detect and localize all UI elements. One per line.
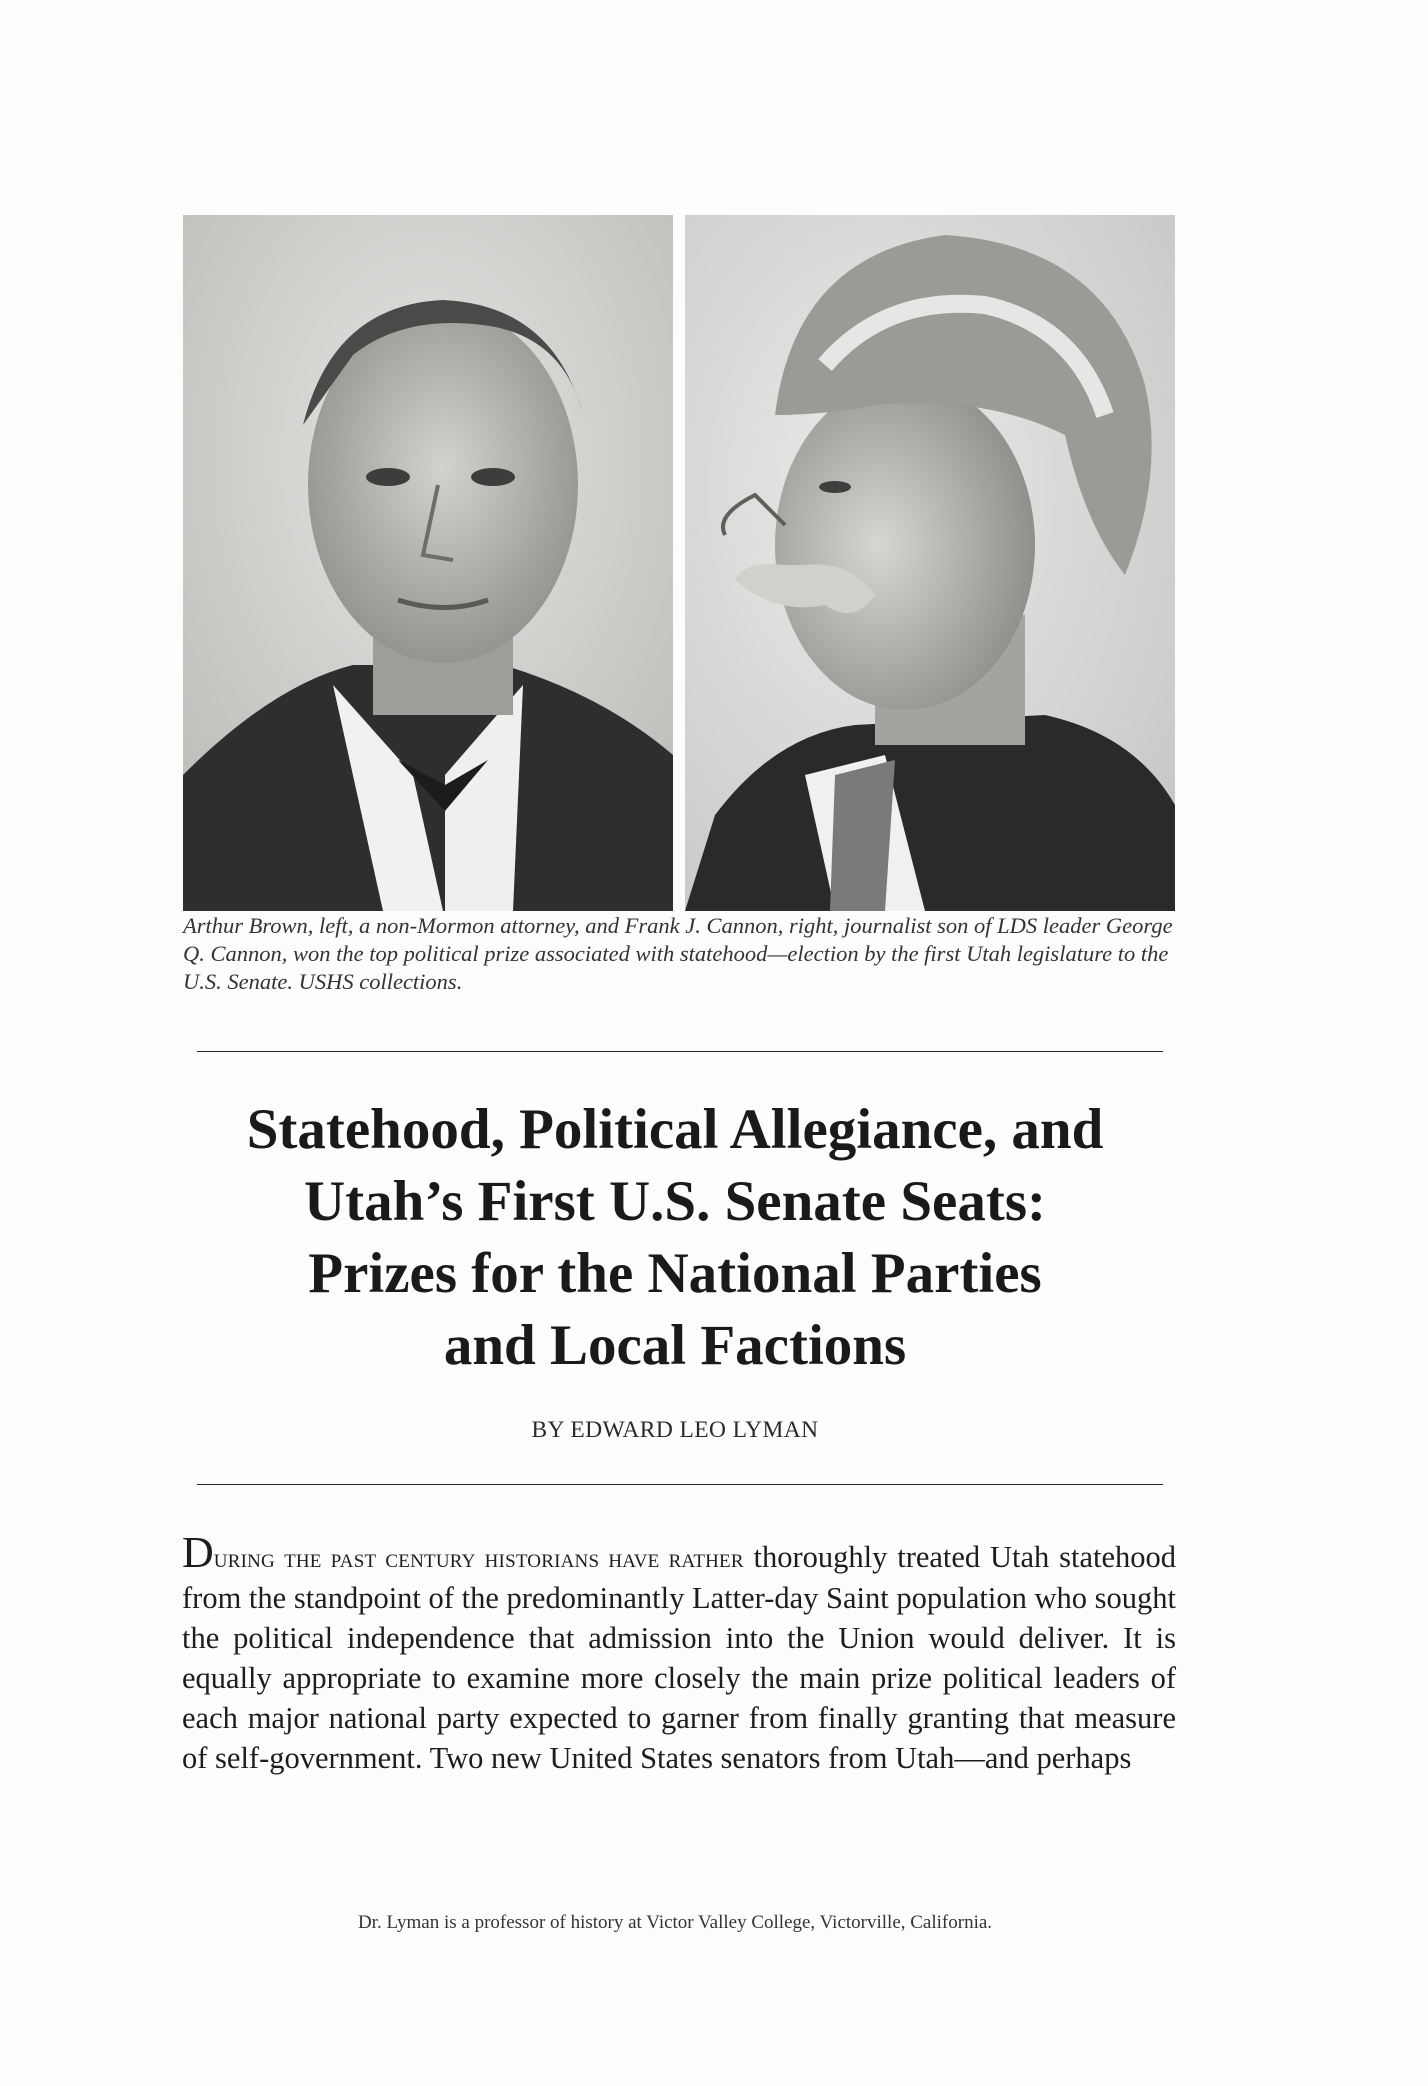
title-line-3: Prizes for the National Parties	[308, 1242, 1042, 1305]
author-byline: BY EDWARD LEO LYMAN	[531, 1417, 819, 1443]
title-line-4: and Local Factions	[443, 1314, 907, 1377]
bottom-divider-rule	[197, 1484, 1163, 1485]
body-paragraph-text: thoroughly treated Utah statehood from the standpoint of the predominantly Latter-day Saint population who sought the political independence that admission into the Union would deliver. It is equally appropriate to examine more closely the main prize political leaders of each major national party expected to garner from finally granting that measure of self-government. Two new United States senators from Utah—and perhaps	[182, 1540, 1176, 1775]
portrait-left-image	[183, 215, 673, 911]
title-line-2: Utah’s First U.S. Senate Seats:	[303, 1170, 1046, 1233]
lead-in-small-caps: uring the past century historians have rather	[213, 1543, 744, 1573]
article-body	[182, 1528, 1176, 1778]
portrait-arthur-brown	[183, 215, 673, 911]
portrait-frank-j-cannon	[685, 215, 1175, 911]
author-footnote: Dr. Lyman is a professor of history at Victor Valley College, Victorville, California.	[357, 1912, 993, 1933]
title-line-1: Statehood, Political Allegiance, and	[246, 1098, 1104, 1161]
photo-caption: Arthur Brown, left, a non-Mormon attorney, and Frank J. Cannon, right, journalist son of LDS leader George Q. Cannon, won the top political prize associated with statehood—election by the first Utah legislature to the U.S. Senate. USHS collections.	[183, 913, 1173, 994]
portrait-right-image	[685, 215, 1175, 911]
article-title	[160, 1094, 1190, 1382]
drop-cap: D	[182, 1528, 214, 1577]
top-divider-rule	[197, 1051, 1163, 1052]
